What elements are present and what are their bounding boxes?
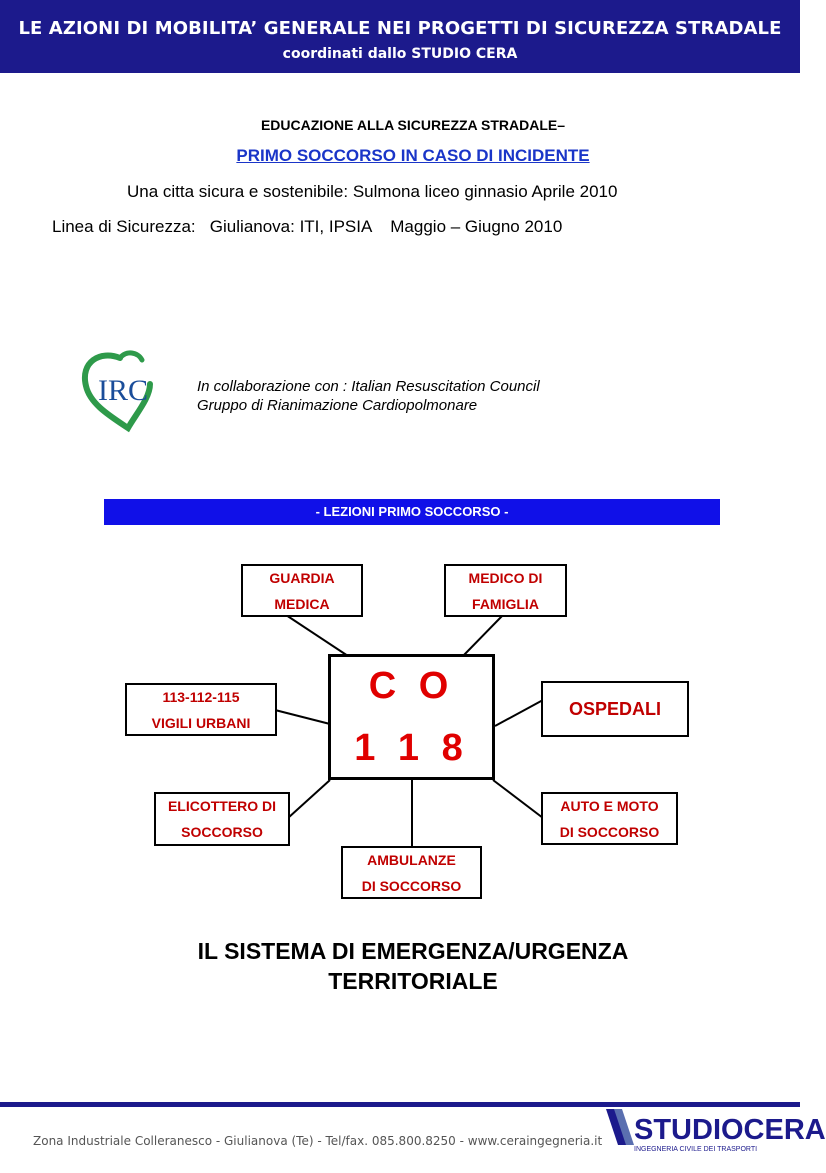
section-title: EDUCAZIONE ALLA SICUREZZA STRADALE– bbox=[260, 117, 566, 133]
connector-numeri bbox=[275, 710, 330, 724]
studiocera-logo-text: STUDIOCERA bbox=[634, 1114, 826, 1146]
connector-auto-moto bbox=[493, 780, 543, 818]
connector-guardia bbox=[286, 615, 348, 656]
irc-logo-text: IRC bbox=[98, 374, 149, 407]
info-line-1: Una citta sicura e sostenibile: Sulmona liceo ginnasio Aprile 2010 bbox=[127, 182, 618, 201]
emergency-number: 1 1 8 bbox=[354, 727, 469, 769]
collaboration-text bbox=[197, 377, 540, 415]
co-label: C O bbox=[368, 665, 455, 707]
studiocera-logo bbox=[604, 1107, 826, 1157]
lessons-banner: - LEZIONI PRIMO SOCCORSO - bbox=[104, 499, 720, 525]
collaboration-line-2: Gruppo di Rianimazione Cardiopolmonare bbox=[197, 397, 478, 414]
irc-logo bbox=[80, 348, 180, 432]
node-numeri-emergenza: 113-112-115 VIGILI URBANI bbox=[125, 683, 277, 736]
connector-elicottero bbox=[288, 780, 330, 818]
system-title: IL SISTEMA DI EMERGENZA/URGENZA TERRITORIALE bbox=[197, 938, 629, 994]
node-auto-moto: AUTO E MOTO DI SOCCORSO bbox=[541, 792, 678, 845]
node-elicottero: ELICOTTERO DI SOCCORSO bbox=[154, 792, 290, 846]
footer-address: Zona Industriale Colleranesco - Giulianova (Te) - Tel/fax. 085.800.8250 - www.ceraingegneria.it bbox=[33, 1134, 603, 1148]
connector-ospedali bbox=[495, 700, 543, 726]
collaboration-line-1: In collaborazione con : Italian Resuscitation Council bbox=[197, 378, 540, 395]
node-guardia-medica: GUARDIA MEDICA bbox=[241, 564, 363, 617]
node-medico-famiglia: MEDICO DI FAMIGLIA bbox=[444, 564, 567, 617]
subtitle-link[interactable]: PRIMO SOCCORSO IN CASO DI INCIDENTE bbox=[236, 146, 590, 165]
info-line-2: Linea di Sicurezza: Giulianova: ITI, IPSIA Maggio – Giugno 2010 bbox=[52, 217, 563, 236]
connector-medico bbox=[463, 615, 503, 656]
page-header bbox=[0, 0, 800, 73]
header-subtitle: coordinati dallo STUDIO CERA bbox=[282, 46, 518, 62]
co118-box bbox=[328, 654, 495, 780]
studiocera-logo-subtext: INGEGNERIA CIVILE DEI TRASPORTI bbox=[634, 1146, 758, 1153]
node-ambulanze: AMBULANZE DI SOCCORSO bbox=[341, 846, 482, 899]
node-ospedali: OSPEDALI bbox=[541, 681, 689, 737]
header-title: LE AZIONI DI MOBILITA’ GENERALE NEI PROGETTI DI SICUREZZA STRADALE bbox=[18, 18, 782, 39]
